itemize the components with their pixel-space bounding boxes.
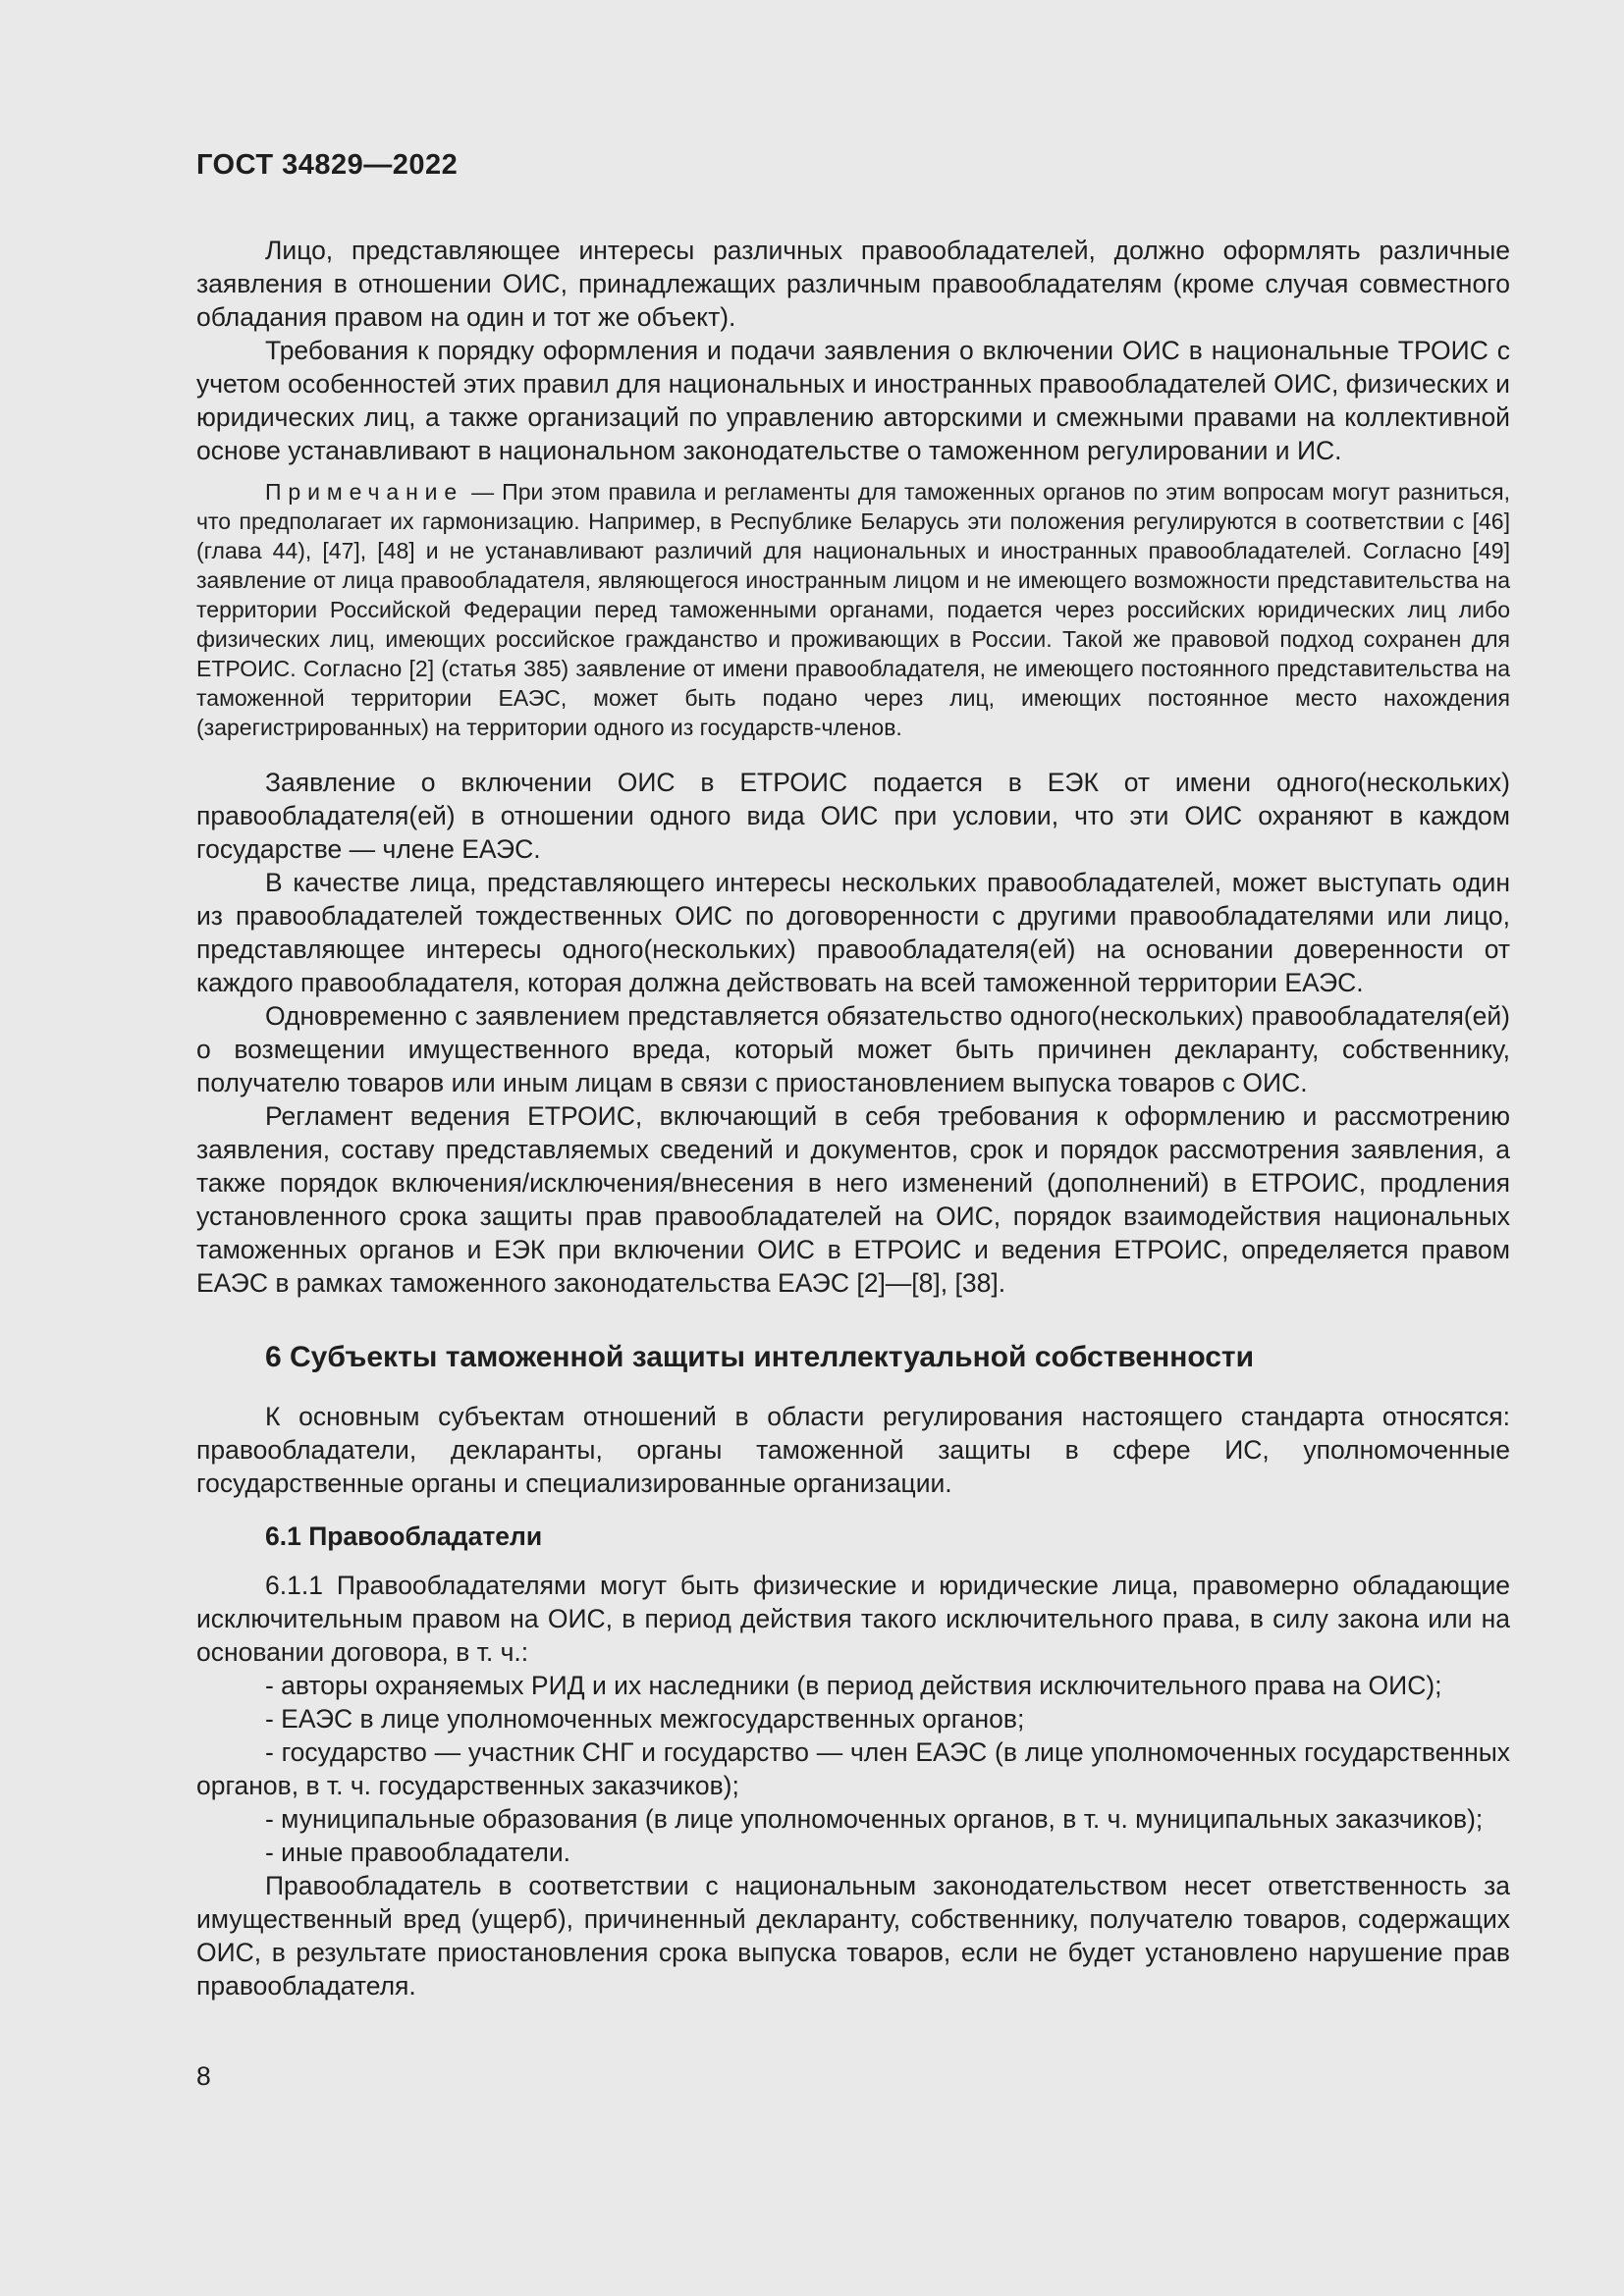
paragraph-rightholder-liability: Правообладатель в соответствии с национальным законодательством несет ответственность за имущественный вред (ущерб), причиненный декларанту, собственнику, получателю товаров, содержащих ОИС, в результате приостановления срока выпуска товаров, если не будет установлено нарушение прав правообладателя. <box>196 1871 1510 2001</box>
section-6-1-heading: 6.1 Правообладатели <box>265 1522 543 1551</box>
note-paragraph <box>196 477 1510 742</box>
paragraph-representative-person: В качестве лица, представляющего интересы нескольких правообладателей, может выступать один из правообладателей тождественных ОИС по договоренности с другими правообладателями или лицо, представляющее интересы одного(нескольких) правообладателя(ей) на основании доверенности от каждого правообладателя, которая должна действовать на всей таможенной территории ЕАЭС. <box>196 868 1510 997</box>
list-item-municipalities: - муниципальные образования (в лице уполномоченных органов, в т. ч. муниципальных заказчиков); <box>265 1804 1484 1834</box>
doc-code-header: ГОСТ 34829—2022 <box>196 149 459 181</box>
paragraph-etrois-regulation: Регламент ведения ЕТРОИС, включающий в себя требования к оформлению и рассмотрению заявления, составу представляемых сведений и документов, срок и порядок рассмотрения заявления, а также порядок включения/исключения/внесения в него изменений (дополнений) в ЕТРОИС, продления установленного срока защиты прав правообладателей на ОИС, порядок взаимодействия национальных таможенных органов и ЕЭК при включении ОИС в ЕТРОИС и ведения ЕТРОИС, определяется правом ЕАЭС в рамках таможенного законодательства ЕАЭС [2]—[8], [38]. <box>196 1101 1510 1298</box>
paragraph-6-1-1-rightholders: 6.1.1 Правообладателями могут быть физические и юридические лица, правомерно обладающие исключительным правом на ОИС, в период действия такого исключительного права, в силу закона или на основании договора, в т. ч.: <box>196 1571 1510 1667</box>
paragraph-person-statements: Лицо, представляющее интересы различных правообладателей, должно оформлять различные заявления в отношении ОИС, принадлежащих различным правообладателям (кроме случая совместного обладания правом на один и тот же объект). <box>196 236 1510 332</box>
document-body <box>196 234 1510 2002</box>
section-6-heading: 6 Субъекты таможенной защиты интеллектуальной собственности <box>265 1341 1255 1373</box>
paragraph-etrois-application: Заявление о включении ОИС в ЕТРОИС подается в ЕЭК от имени одного(нескольких) правообладателя(ей) в отношении одного вида ОИС при условии, что эти ОИС охраняют в каждом государстве — члене ЕАЭС. <box>196 768 1510 864</box>
list-item-states: - государство — участник СНГ и государство — член ЕАЭС (в лице уполномоченных государственных органов, в т. ч. государственных заказчиков); <box>196 1737 1510 1800</box>
list-item-other-rightholders: - иные правообладатели. <box>265 1838 570 1867</box>
paragraph-national-trois-requirements: Требования к порядку оформления и подачи заявления о включении ОИС в национальные ТРОИС с учетом особенностей этих правил для национальных и иностранных правообладателей ОИС, физических и юридических лиц, а также организаций по управлению авторскими и смежными правами на коллективной основе устанавливают в национальном законодательстве о таможенном регулировании и ИС. <box>196 336 1510 465</box>
paragraph-main-subjects: К основным субъектам отношений в области регулирования настоящего стандарта относятся: правообладатели, декларанты, органы таможенной защиты в сфере ИС, уполномоченные государственные органы и специализированные организации. <box>196 1402 1510 1498</box>
list-item-eaeu-bodies: - ЕАЭС в лице уполномоченных межгосударственных органов; <box>265 1704 1025 1734</box>
paragraph-obligation-compensation: Одновременно с заявлением представляется обязательство одного(нескольких) правообладателя(ей) о возмещении имущественного вреда, который может быть причинен декларанту, собственнику, получателю товаров или иным лицам в связи с приостановлением выпуска товаров с ОИС. <box>196 1001 1510 1097</box>
list-item-authors: - авторы охраняемых РИД и их наследники (в период действия исключительного права на ОИС); <box>265 1671 1442 1700</box>
note-label: Примечание <box>265 479 464 505</box>
note-text: — При этом правила и регламенты для таможенных органов по этим вопросам могут разниться, что предполагает их гармонизацию. Например, в Республике Беларусь эти положения регулируются в соответствии с [46] (глава 44), [47], [48] и не устанавливают различий для национальных и иностранных правообладателей. Согласно [49] заявление от лица правообладателя, являющегося иностранным лицом и не имеющего возможности представительства на территории Российской Федерации перед таможенными органами, подается через российских юридических лиц либо физических лиц, имеющих российское гражданство и проживающих в России. Такой же правовой подход сохранен для ЕТРОИС. Согласно [2] (статья 385) заявление от имени правообладателя, не имеющего постоянного представительства на таможенной территории ЕАЭС, может быть подано через лиц, имеющих постоянное место нахождения (зарегистрированных) на территории одного из государств-членов. <box>196 479 1510 740</box>
page-number: 8 <box>196 2061 211 2091</box>
